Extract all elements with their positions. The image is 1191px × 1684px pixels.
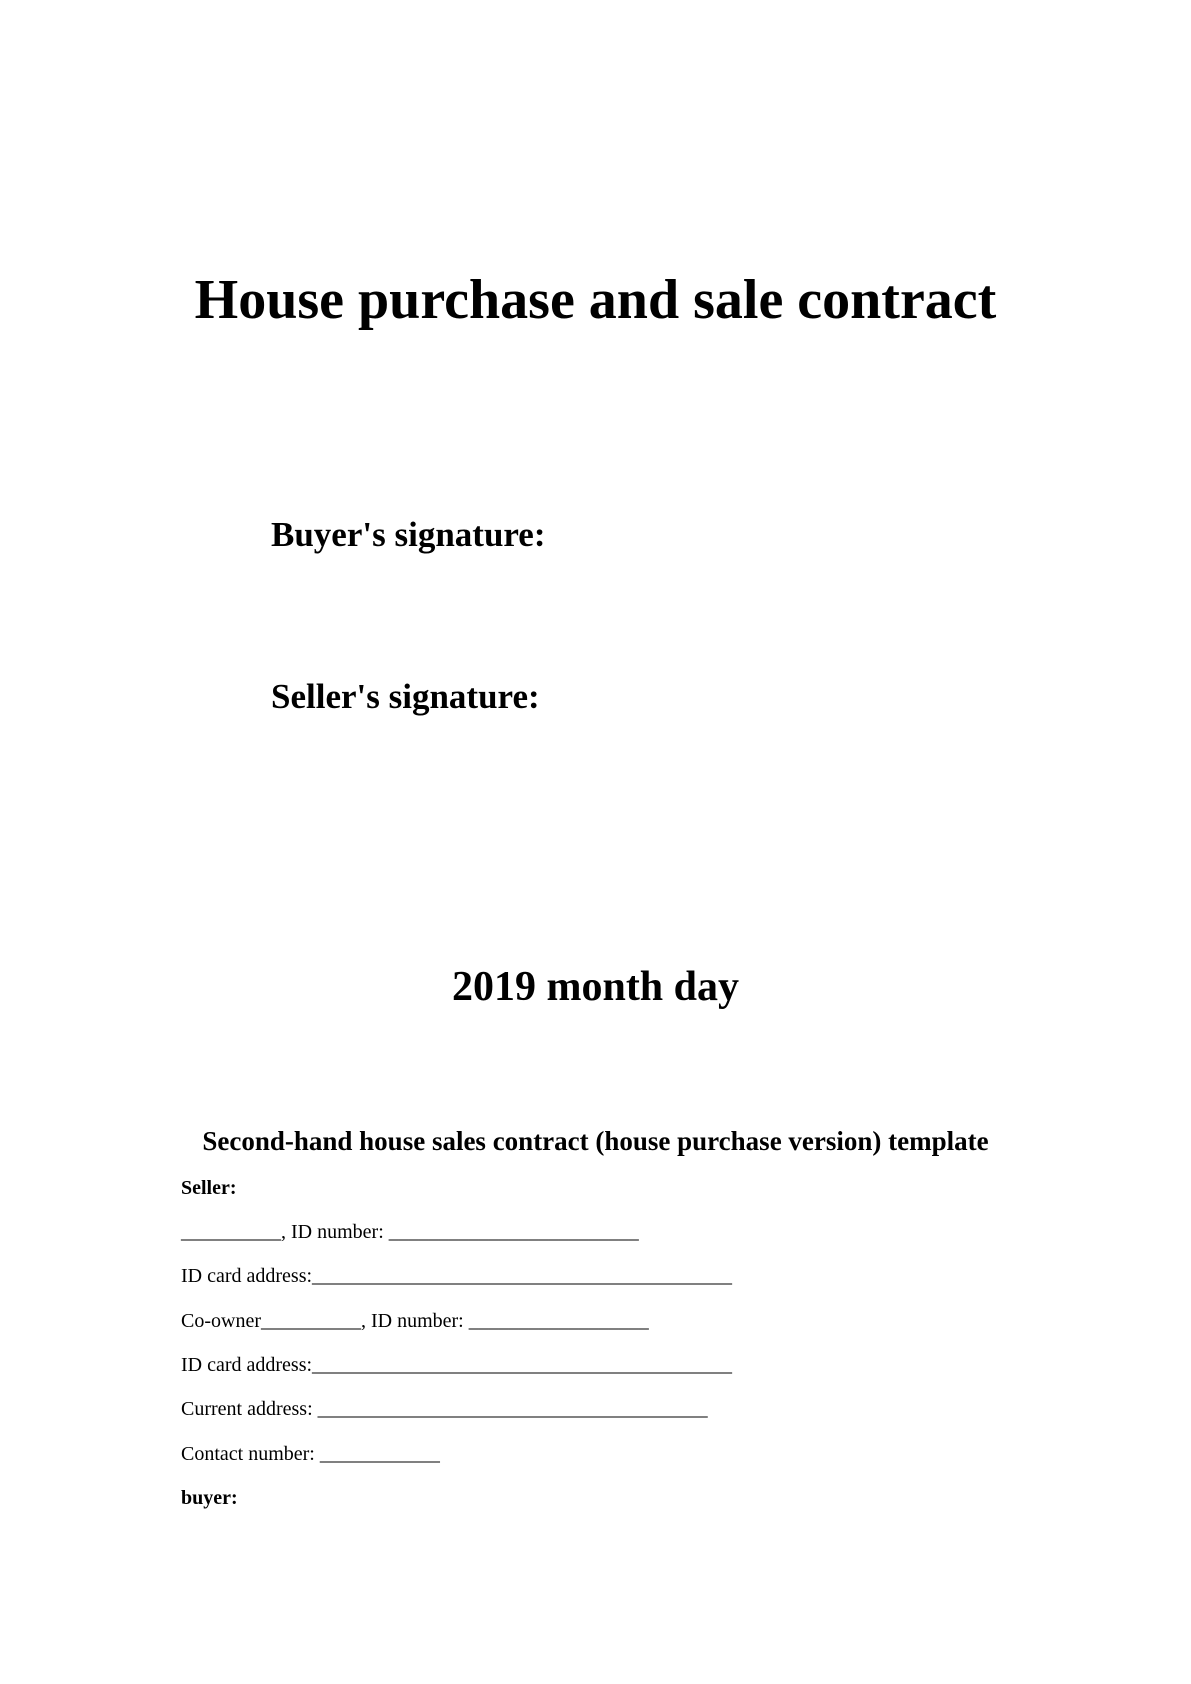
seller-name-id-line: __________, ID number: _________________________ xyxy=(181,1221,639,1243)
buyer-heading: buyer: xyxy=(181,1487,238,1509)
current-address-line: Current address: _______________________________________ xyxy=(181,1398,708,1420)
contract-date: 2019 month day xyxy=(451,964,740,1010)
seller-signature-label: Seller's signature: xyxy=(271,677,540,716)
document-title: House purchase and sale contract xyxy=(194,269,997,331)
buyer-signature-label: Buyer's signature: xyxy=(271,515,546,554)
seller-id-card-address-line: ID card address:__________________________________________ xyxy=(181,1265,733,1287)
seller-heading: Seller: xyxy=(181,1177,237,1199)
contact-number-line: Contact number: ____________ xyxy=(181,1443,440,1465)
co-owner-id-card-address-line: ID card address:__________________________________________ xyxy=(181,1354,733,1376)
contract-subtitle: Second-hand house sales contract (house purchase version) template xyxy=(202,1126,989,1156)
co-owner-id-line: Co-owner__________, ID number: __________________ xyxy=(181,1310,649,1332)
